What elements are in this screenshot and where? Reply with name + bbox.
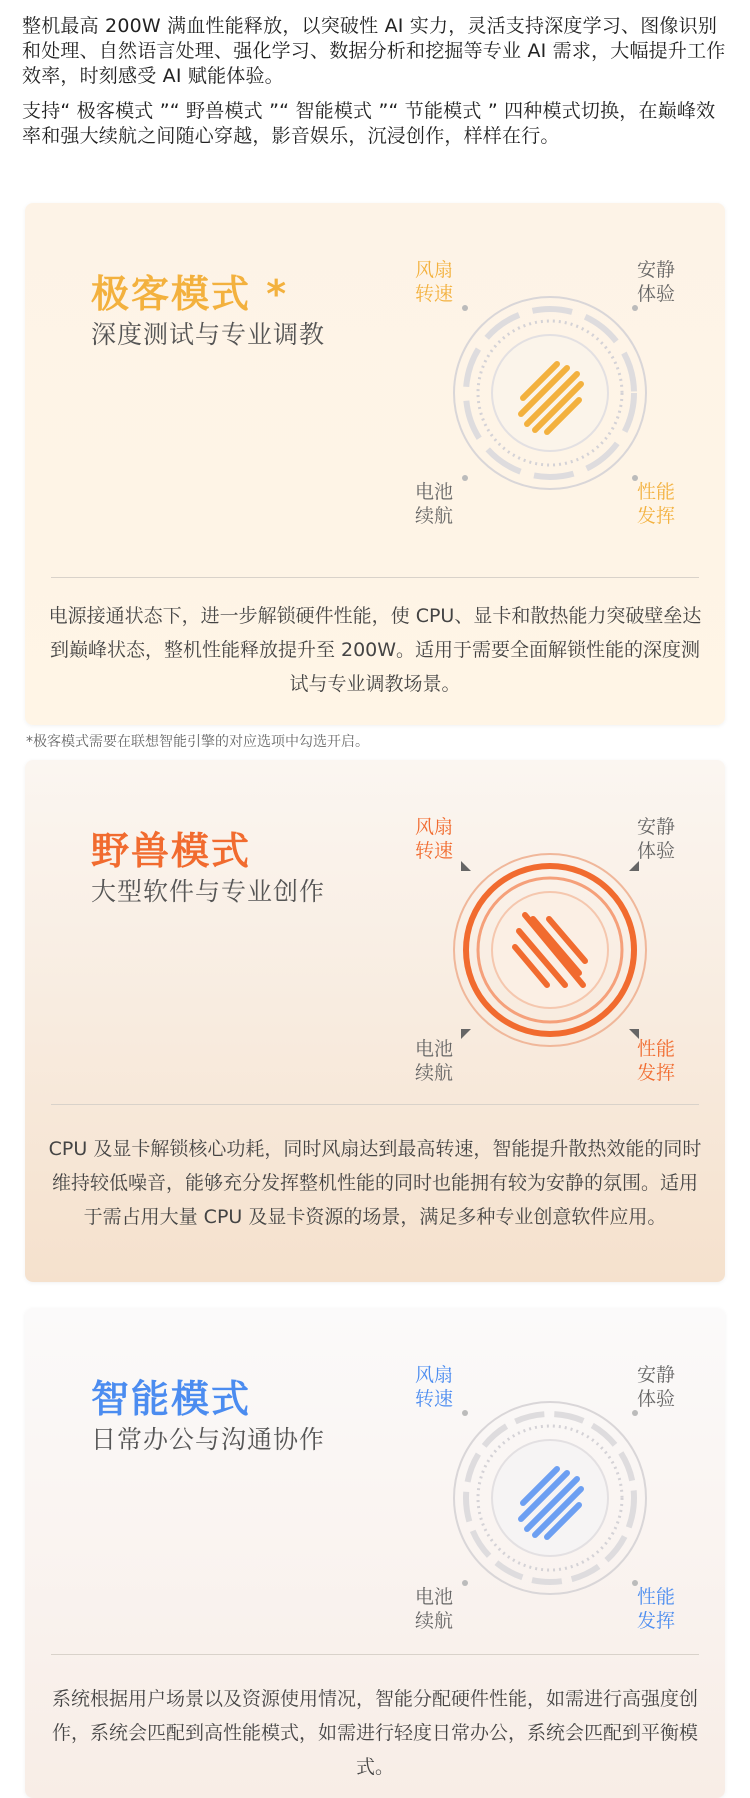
fan-dial-icon — [415, 815, 685, 1085]
dial-label-fan: 风扇转速 — [415, 1364, 454, 1410]
mode-card-beast — [25, 760, 725, 1282]
mode-dial — [415, 258, 685, 528]
mode-dial — [415, 815, 685, 1085]
dial-label-fan: 风扇转速 — [415, 816, 454, 862]
dial-label-quiet: 安静体验 — [637, 259, 676, 305]
footnote: *极客模式需要在联想智能引擎的对应选项中勾选开启。 — [26, 734, 369, 750]
mode-description: CPU 及显卡解锁核心功耗，同时风扇达到最高转速，智能提升散热效能的同时维持较低噪音，能够充分发挥整机性能的同时也能拥有较为安静的氛围。适用于需占用大量 CPU 及显卡资源的场景，满足多种专业创意软件应用。 — [48, 1138, 702, 1228]
dial-label-battery: 电池续航 — [415, 1586, 454, 1632]
intro-text — [22, 14, 728, 159]
mode-title: 智能模式 — [91, 1377, 252, 1421]
dial-label-quiet: 安静体验 — [637, 1364, 676, 1410]
fan-dial-icon — [415, 1363, 685, 1633]
fan-dial-icon — [415, 258, 685, 528]
mode-title: 极客模式 * — [91, 272, 289, 316]
dial-label-battery: 电池续航 — [415, 1038, 454, 1084]
mode-card-geek — [25, 203, 725, 725]
divider — [51, 577, 699, 578]
dial-label-performance: 性能发挥 — [637, 481, 676, 527]
divider — [51, 1104, 699, 1105]
mode-card-smart — [25, 1308, 725, 1798]
intro-paragraph-1: 整机最高 200W 满血性能释放，以突破性 AI 实力，灵活支持深度学习、图像识别和处理、自然语言处理、强化学习、数据分析和挖掘等专业 AI 需求，大幅提升工作效率，时刻感受 AI 赋能体验。 — [22, 15, 726, 87]
dial-label-battery: 电池续航 — [415, 481, 454, 527]
mode-title: 野兽模式 — [91, 829, 252, 873]
dial-label-performance: 性能发挥 — [637, 1038, 676, 1084]
dial-label-quiet: 安静体验 — [637, 816, 676, 862]
mode-subtitle: 大型软件与专业创作 — [91, 877, 326, 906]
dial-label-performance: 性能发挥 — [637, 1586, 676, 1632]
mode-description: 电源接通状态下，进一步解锁硬件性能，使 CPU、显卡和散热能力突破壁垒达到巅峰状态，整机性能释放提升至 200W。适用于需要全面解锁性能的深度测试与专业调教场景。 — [48, 605, 702, 695]
intro-paragraph-2: 支持“ 极客模式 ”“ 野兽模式 ”“ 智能模式 ”“ 节能模式 ” 四种模式切换，在巅峰效率和强大续航之间随心穿越，影音娱乐，沉浸创作，样样在行。 — [22, 100, 716, 147]
dial-label-fan: 风扇转速 — [415, 259, 454, 305]
mode-subtitle: 深度测试与专业调教 — [91, 320, 326, 349]
mode-dial — [415, 1363, 685, 1633]
mode-description: 系统根据用户场景以及资源使用情况，智能分配硬件性能，如需进行高强度创作，系统会匹配到高性能模式，如需进行轻度日常办公，系统会匹配到平衡模式。 — [51, 1688, 698, 1778]
divider — [51, 1654, 699, 1655]
mode-subtitle: 日常办公与沟通协作 — [91, 1425, 326, 1454]
